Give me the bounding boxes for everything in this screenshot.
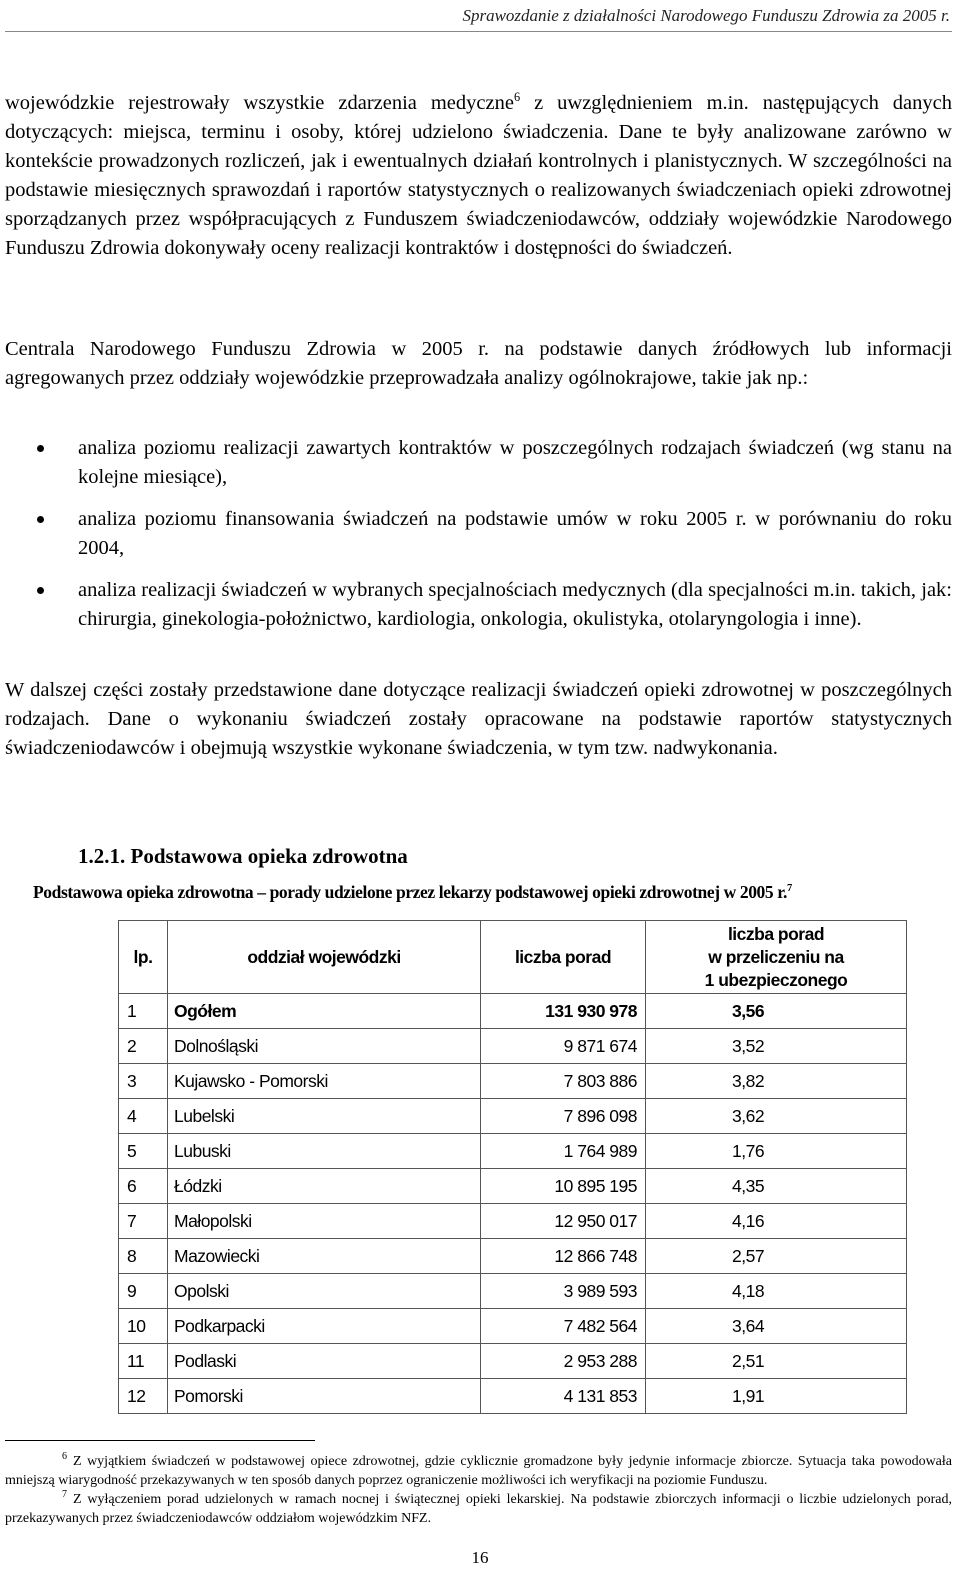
cell-branch: Pomorski <box>168 1379 481 1414</box>
cell-count: 1 764 989 <box>481 1134 646 1169</box>
list-item-text: analiza poziomu finansowania świadczeń na podstawie umów w roku 2005 r. w porównaniu do roku 2004, <box>78 508 952 559</box>
column-header-lp: lp. <box>119 921 168 994</box>
footnote-text: Z wyjątkiem świadczeń w podstawowej opiece zdrowotnej, gdzie cyklicznie gromadzone były jedynie informacje zbiorcze. Sytuacja taka powodowała mniejszą wiarygodność przekazywanych w ten sposób danych poprzez ograniczenie możliwości ich weryfikacji na poziomie Funduszu. <box>5 1454 952 1488</box>
cell-per-insured: 4,18 <box>646 1274 907 1309</box>
footnote <box>5 1490 952 1528</box>
cell-count: 7 896 098 <box>481 1099 646 1134</box>
cell-per-insured: 1,91 <box>646 1379 907 1414</box>
paragraph-registration-text-b: z uwzględnieniem m.in. następujących danych dotyczących: miejsca, terminu i osoby, której udzielono świadczenia. Dane te były analizowane zarówno w kontekście prowadzonych rozliczeń, jak i ewentualnych działań kontrolnych i planistycznych. W szczególności na podstawie miesięcznych sprawozdań i raportów statystycznych o realizowanych świadczeniach opieki zdrowotnej sporządzanych przez współpracujących z Funduszem świadczeniodawców, oddziały wojewódzkie Narodowego Funduszu Zdrowia dokonywały oceny realizacji kontraktów i dostępności do świadczeń. <box>5 92 952 259</box>
list-item <box>5 434 952 492</box>
cell-branch: Ogółem <box>168 994 481 1029</box>
table-header-row <box>119 921 907 994</box>
cell-branch: Opolski <box>168 1274 481 1309</box>
section-heading: 1.2.1. Podstawowa opieka zdrowotna <box>78 844 408 868</box>
paragraph-registration-text-a: wojewódzkie rejestrowały wszystkie zdarzenia medyczne <box>5 92 514 114</box>
column-header-branch: oddział wojewódzki <box>168 921 481 994</box>
cell-lp: 1 <box>119 994 168 1029</box>
footnote-ref-6[interactable]: 6 <box>513 90 521 105</box>
cell-lp: 4 <box>119 1099 168 1134</box>
table-row <box>119 1274 907 1309</box>
cell-lp: 5 <box>119 1134 168 1169</box>
cell-branch: Mazowiecki <box>168 1239 481 1274</box>
list-item <box>5 505 952 563</box>
cell-count: 10 895 195 <box>481 1169 646 1204</box>
table-row <box>119 1309 907 1344</box>
cell-per-insured: 1,76 <box>646 1134 907 1169</box>
running-header: Sprawozdanie z działalności Narodowego Funduszu Zdrowia za 2005 r. <box>462 6 950 25</box>
footnote-divider <box>5 1440 315 1441</box>
cell-branch: Podkarpacki <box>168 1309 481 1344</box>
cell-branch: Kujawsko - Pomorski <box>168 1064 481 1099</box>
cell-branch: Łódzki <box>168 1169 481 1204</box>
table-row-total <box>119 994 907 1029</box>
cell-count: 4 131 853 <box>481 1379 646 1414</box>
cell-count: 7 803 886 <box>481 1064 646 1099</box>
footnote <box>5 1452 952 1490</box>
bullet-icon <box>37 587 44 594</box>
table-row <box>119 1379 907 1414</box>
cell-per-insured: 4,35 <box>646 1169 907 1204</box>
column-header-per-insured-line2: w przeliczeniu na <box>708 946 844 967</box>
cell-per-insured: 3,52 <box>646 1029 907 1064</box>
cell-branch: Lubuski <box>168 1134 481 1169</box>
column-header-count: liczba porad <box>481 921 646 994</box>
analysis-bullet-list <box>5 434 952 647</box>
cell-count: 9 871 674 <box>481 1029 646 1064</box>
cell-per-insured: 2,51 <box>646 1344 907 1379</box>
table-row <box>119 1204 907 1239</box>
table-row <box>119 1099 907 1134</box>
bullet-icon <box>37 516 44 523</box>
cell-count: 131 930 978 <box>481 994 646 1029</box>
table-row <box>119 1134 907 1169</box>
column-header-per-insured-line3: 1 ubezpieczonego <box>704 969 848 990</box>
cell-lp: 3 <box>119 1064 168 1099</box>
cell-lp: 9 <box>119 1274 168 1309</box>
cell-count: 2 953 288 <box>481 1344 646 1379</box>
consultations-table <box>118 920 907 1414</box>
cell-branch: Lubelski <box>168 1099 481 1134</box>
header-divider <box>5 31 952 32</box>
cell-lp: 11 <box>119 1344 168 1379</box>
cell-branch: Dolnośląski <box>168 1029 481 1064</box>
table-row <box>119 1169 907 1204</box>
footnotes <box>5 1452 952 1528</box>
table-caption <box>33 882 943 903</box>
list-item-text: analiza poziomu realizacji zawartych kontraktów w poszczególnych rodzajach świadczeń (wg stanu na kolejne miesiące), <box>78 437 952 488</box>
cell-per-insured: 3,82 <box>646 1064 907 1099</box>
table-row <box>119 1239 907 1274</box>
cell-per-insured: 3,56 <box>646 994 907 1029</box>
cell-per-insured: 4,16 <box>646 1204 907 1239</box>
cell-lp: 8 <box>119 1239 168 1274</box>
cell-branch: Podlaski <box>168 1344 481 1379</box>
cell-per-insured: 3,64 <box>646 1309 907 1344</box>
table-caption-text: Podstawowa opieka zdrowotna – porady udzielone przez lekarzy podstawowej opieki zdrowotnej w 2005 r. <box>33 882 787 902</box>
paragraph-further-data: W dalszej części zostały przedstawione dane dotyczące realizacji świadczeń opieki zdrowotnej w poszczególnych rodzajach. Dane o wykonaniu świadczeń zostały opracowane na podstawie raportów statystycznych świadczeniodawców i obejmują wszystkie wykonane świadczenia, w tym tzw. nadwykonania. <box>5 679 952 759</box>
column-header-per-insured <box>646 921 907 994</box>
cell-lp: 2 <box>119 1029 168 1064</box>
cell-count: 3 989 593 <box>481 1274 646 1309</box>
list-item-text: analiza realizacji świadczeń w wybranych specjalnościach medycznych (dla specjalności m.in. takich, jak: chirurgia, ginekologia-położnictwo, kardiologia, onkologia, okulistyka, otolaryngologia i inne). <box>78 579 952 630</box>
cell-count: 12 866 748 <box>481 1239 646 1274</box>
cell-lp: 7 <box>119 1204 168 1239</box>
cell-per-insured: 3,62 <box>646 1099 907 1134</box>
bullet-icon <box>37 445 44 452</box>
cell-count: 12 950 017 <box>481 1204 646 1239</box>
cell-per-insured: 2,57 <box>646 1239 907 1274</box>
table-row <box>119 1064 907 1099</box>
table-row <box>119 1029 907 1064</box>
footnote-number: 6 <box>62 1451 67 1463</box>
column-header-per-insured-line1: liczba porad <box>727 923 825 944</box>
cell-lp: 10 <box>119 1309 168 1344</box>
paragraph-registration <box>5 89 952 263</box>
cell-lp: 6 <box>119 1169 168 1204</box>
paragraph-central-analyses: Centrala Narodowego Funduszu Zdrowia w 2005 r. na podstawie danych źródłowych lub informacji agregowanych przez oddziały wojewódzkie przeprowadzała analizy ogólnokrajowe, takie jak np.: <box>5 338 952 389</box>
footnote-number: 7 <box>62 1489 67 1501</box>
cell-count: 7 482 564 <box>481 1309 646 1344</box>
cell-lp: 12 <box>119 1379 168 1414</box>
cell-branch: Małopolski <box>168 1204 481 1239</box>
footnote-ref-7[interactable]: 7 <box>786 883 792 895</box>
footnote-text: Z wyłączeniem porad udzielonych w ramach nocnej i świątecznej opieki lekarskiej. Na podstawie zbiorczych informacji o liczbie udzielonych porad, przekazywanych przez świadczeniodawców oddziałom wojewódzkim NFZ. <box>5 1492 952 1526</box>
list-item <box>5 576 952 634</box>
page-number: 16 <box>471 1548 489 1567</box>
table-row <box>119 1344 907 1379</box>
